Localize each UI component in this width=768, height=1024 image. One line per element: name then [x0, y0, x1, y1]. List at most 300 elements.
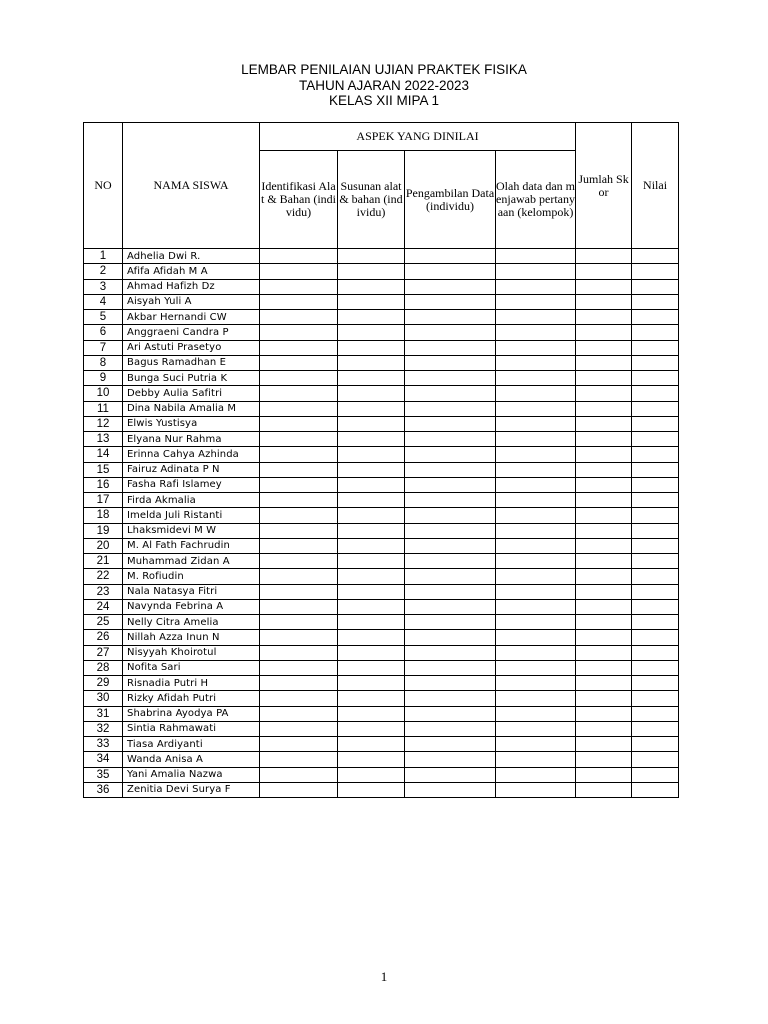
score-total-cell[interactable] [576, 310, 632, 325]
score-susunan-cell[interactable] [338, 401, 405, 416]
header-nilai: Nilai [632, 123, 679, 249]
table-row [84, 462, 679, 477]
score-pengambilan-cell[interactable] [405, 737, 496, 752]
score-identifikasi-cell[interactable] [260, 355, 338, 370]
student-name: Nillah Azza Inun N [123, 630, 260, 645]
row-number: 7 [84, 340, 123, 355]
score-susunan-cell[interactable] [338, 493, 405, 508]
score-susunan-cell[interactable] [338, 554, 405, 569]
row-number: 29 [84, 676, 123, 691]
score-total-cell[interactable] [576, 416, 632, 431]
score-olah-data-cell[interactable] [496, 706, 576, 721]
score-olah-data-cell[interactable] [496, 264, 576, 279]
score-total-cell[interactable] [576, 538, 632, 553]
student-name: Dina Nabila Amalia M [123, 401, 260, 416]
score-pengambilan-cell[interactable] [405, 462, 496, 477]
header-aspect-3: Pengambilan Data (individu) [405, 151, 496, 249]
score-identifikasi-cell[interactable] [260, 538, 338, 553]
student-name: Debby Aulia Safitri [123, 386, 260, 401]
score-total-cell[interactable] [576, 660, 632, 675]
row-number: 25 [84, 615, 123, 630]
score-pengambilan-cell[interactable] [405, 477, 496, 492]
score-pengambilan-cell[interactable] [405, 782, 496, 797]
score-pengambilan-cell[interactable] [405, 660, 496, 675]
student-name: Bagus Ramadhan E [123, 355, 260, 370]
score-identifikasi-cell[interactable] [260, 615, 338, 630]
score-nilai-cell[interactable] [632, 401, 679, 416]
score-susunan-cell[interactable] [338, 737, 405, 752]
score-olah-data-cell[interactable] [496, 660, 576, 675]
score-pengambilan-cell[interactable] [405, 615, 496, 630]
row-number: 31 [84, 706, 123, 721]
score-nilai-cell[interactable] [632, 706, 679, 721]
score-nilai-cell[interactable] [632, 493, 679, 508]
score-total-cell[interactable] [576, 691, 632, 706]
score-olah-data-cell[interactable] [496, 767, 576, 782]
score-susunan-cell[interactable] [338, 325, 405, 340]
score-susunan-cell[interactable] [338, 462, 405, 477]
score-nilai-cell[interactable] [632, 447, 679, 462]
score-pengambilan-cell[interactable] [405, 371, 496, 386]
score-nilai-cell[interactable] [632, 737, 679, 752]
score-total-cell[interactable] [576, 782, 632, 797]
score-susunan-cell[interactable] [338, 416, 405, 431]
score-total-cell[interactable] [576, 477, 632, 492]
score-total-cell[interactable] [576, 523, 632, 538]
score-susunan-cell[interactable] [338, 523, 405, 538]
score-olah-data-cell[interactable] [496, 538, 576, 553]
score-identifikasi-cell[interactable] [260, 584, 338, 599]
score-nilai-cell[interactable] [632, 386, 679, 401]
table-row [84, 538, 679, 553]
student-name: Muhammad Zidan A [123, 554, 260, 569]
score-olah-data-cell[interactable] [496, 447, 576, 462]
table-row [84, 554, 679, 569]
score-nilai-cell[interactable] [632, 294, 679, 309]
score-total-cell[interactable] [576, 676, 632, 691]
score-olah-data-cell[interactable] [496, 554, 576, 569]
score-susunan-cell[interactable] [338, 706, 405, 721]
score-pengambilan-cell[interactable] [405, 645, 496, 660]
score-pengambilan-cell[interactable] [405, 706, 496, 721]
score-pengambilan-cell[interactable] [405, 294, 496, 309]
score-susunan-cell[interactable] [338, 355, 405, 370]
row-number: 14 [84, 447, 123, 462]
score-susunan-cell[interactable] [338, 599, 405, 614]
score-total-cell[interactable] [576, 294, 632, 309]
score-olah-data-cell[interactable] [496, 325, 576, 340]
student-name: Yani Amalia Nazwa [123, 767, 260, 782]
score-total-cell[interactable] [576, 767, 632, 782]
score-pengambilan-cell[interactable] [405, 523, 496, 538]
score-total-cell[interactable] [576, 554, 632, 569]
score-susunan-cell[interactable] [338, 340, 405, 355]
score-susunan-cell[interactable] [338, 264, 405, 279]
student-name: Afifa Afidah M A [123, 264, 260, 279]
score-total-cell[interactable] [576, 569, 632, 584]
student-name: M. Al Fath Fachrudin [123, 538, 260, 553]
score-olah-data-cell[interactable] [496, 355, 576, 370]
score-identifikasi-cell[interactable] [260, 630, 338, 645]
score-olah-data-cell[interactable] [496, 310, 576, 325]
score-total-cell[interactable] [576, 279, 632, 294]
score-identifikasi-cell[interactable] [260, 294, 338, 309]
score-nilai-cell[interactable] [632, 325, 679, 340]
row-number: 27 [84, 645, 123, 660]
score-nilai-cell[interactable] [632, 416, 679, 431]
table-row [84, 264, 679, 279]
score-total-cell[interactable] [576, 432, 632, 447]
score-susunan-cell[interactable] [338, 691, 405, 706]
score-olah-data-cell[interactable] [496, 416, 576, 431]
score-identifikasi-cell[interactable] [260, 325, 338, 340]
score-pengambilan-cell[interactable] [405, 508, 496, 523]
student-name: Tiasa Ardiyanti [123, 737, 260, 752]
student-name: Anggraeni Candra P [123, 325, 260, 340]
score-identifikasi-cell[interactable] [260, 508, 338, 523]
score-susunan-cell[interactable] [338, 447, 405, 462]
score-olah-data-cell[interactable] [496, 630, 576, 645]
score-pengambilan-cell[interactable] [405, 416, 496, 431]
score-identifikasi-cell[interactable] [260, 477, 338, 492]
header-aspek: ASPEK YANG DINILAI [260, 123, 576, 151]
student-name: Wanda Anisa A [123, 752, 260, 767]
score-olah-data-cell[interactable] [496, 477, 576, 492]
table-row [84, 386, 679, 401]
score-total-cell[interactable] [576, 706, 632, 721]
table-row [84, 279, 679, 294]
student-name: Sintia Rahmawati [123, 721, 260, 736]
score-identifikasi-cell[interactable] [260, 721, 338, 736]
score-total-cell[interactable] [576, 264, 632, 279]
row-number: 6 [84, 325, 123, 340]
student-name: Nisyyah Khoirotul [123, 645, 260, 660]
table-row [84, 615, 679, 630]
score-pengambilan-cell[interactable] [405, 432, 496, 447]
row-number: 15 [84, 462, 123, 477]
table-row [84, 432, 679, 447]
score-total-cell[interactable] [576, 493, 632, 508]
score-olah-data-cell[interactable] [496, 371, 576, 386]
score-susunan-cell[interactable] [338, 782, 405, 797]
row-number: 4 [84, 294, 123, 309]
score-susunan-cell[interactable] [338, 371, 405, 386]
row-number: 13 [84, 432, 123, 447]
score-pengambilan-cell[interactable] [405, 310, 496, 325]
score-identifikasi-cell[interactable] [260, 249, 338, 264]
header-aspect-1: Identifikasi Alat & Bahan (individu) [260, 151, 338, 249]
score-susunan-cell[interactable] [338, 508, 405, 523]
score-susunan-cell[interactable] [338, 584, 405, 599]
score-nilai-cell[interactable] [632, 462, 679, 477]
score-olah-data-cell[interactable] [496, 523, 576, 538]
score-identifikasi-cell[interactable] [260, 569, 338, 584]
score-pengambilan-cell[interactable] [405, 691, 496, 706]
score-susunan-cell[interactable] [338, 538, 405, 553]
score-susunan-cell[interactable] [338, 432, 405, 447]
score-pengambilan-cell[interactable] [405, 386, 496, 401]
score-total-cell[interactable] [576, 752, 632, 767]
score-pengambilan-cell[interactable] [405, 630, 496, 645]
score-identifikasi-cell[interactable] [260, 599, 338, 614]
score-pengambilan-cell[interactable] [405, 355, 496, 370]
row-number: 18 [84, 508, 123, 523]
table-row [84, 691, 679, 706]
table-row [84, 325, 679, 340]
score-nilai-cell[interactable] [632, 432, 679, 447]
score-pengambilan-cell[interactable] [405, 676, 496, 691]
score-olah-data-cell[interactable] [496, 508, 576, 523]
score-susunan-cell[interactable] [338, 477, 405, 492]
score-nilai-cell[interactable] [632, 752, 679, 767]
table-row [84, 584, 679, 599]
score-nilai-cell[interactable] [632, 767, 679, 782]
row-number: 11 [84, 401, 123, 416]
score-susunan-cell[interactable] [338, 721, 405, 736]
score-identifikasi-cell[interactable] [260, 691, 338, 706]
score-olah-data-cell[interactable] [496, 782, 576, 797]
score-pengambilan-cell[interactable] [405, 249, 496, 264]
header-aspect-2: Susunan alat & bahan (individu) [338, 151, 405, 249]
table-row [84, 645, 679, 660]
student-name: Imelda Juli Ristanti [123, 508, 260, 523]
score-identifikasi-cell[interactable] [260, 340, 338, 355]
header-total: Jumlah Skor [576, 123, 632, 249]
table-row [84, 447, 679, 462]
score-olah-data-cell[interactable] [496, 279, 576, 294]
score-pengambilan-cell[interactable] [405, 493, 496, 508]
table-row [84, 599, 679, 614]
score-total-cell[interactable] [576, 401, 632, 416]
score-susunan-cell[interactable] [338, 630, 405, 645]
score-total-cell[interactable] [576, 630, 632, 645]
score-total-cell[interactable] [576, 249, 632, 264]
row-number: 9 [84, 371, 123, 386]
score-total-cell[interactable] [576, 508, 632, 523]
table-row [84, 355, 679, 370]
score-identifikasi-cell[interactable] [260, 310, 338, 325]
row-number: 20 [84, 538, 123, 553]
student-name: Risnadia Putri H [123, 676, 260, 691]
score-nilai-cell[interactable] [632, 523, 679, 538]
score-nilai-cell[interactable] [632, 584, 679, 599]
score-nilai-cell[interactable] [632, 676, 679, 691]
score-olah-data-cell[interactable] [496, 401, 576, 416]
student-name: Fairuz Adinata P N [123, 462, 260, 477]
score-pengambilan-cell[interactable] [405, 752, 496, 767]
score-pengambilan-cell[interactable] [405, 584, 496, 599]
score-pengambilan-cell[interactable] [405, 264, 496, 279]
score-olah-data-cell[interactable] [496, 584, 576, 599]
score-identifikasi-cell[interactable] [260, 264, 338, 279]
score-identifikasi-cell[interactable] [260, 676, 338, 691]
assessment-table [83, 122, 679, 798]
score-susunan-cell[interactable] [338, 767, 405, 782]
score-identifikasi-cell[interactable] [260, 462, 338, 477]
score-identifikasi-cell[interactable] [260, 401, 338, 416]
score-olah-data-cell[interactable] [496, 340, 576, 355]
score-olah-data-cell[interactable] [496, 386, 576, 401]
score-susunan-cell[interactable] [338, 569, 405, 584]
score-olah-data-cell[interactable] [496, 691, 576, 706]
score-susunan-cell[interactable] [338, 645, 405, 660]
score-nilai-cell[interactable] [632, 264, 679, 279]
score-identifikasi-cell[interactable] [260, 645, 338, 660]
score-nilai-cell[interactable] [632, 630, 679, 645]
score-susunan-cell[interactable] [338, 676, 405, 691]
score-nilai-cell[interactable] [632, 538, 679, 553]
score-total-cell[interactable] [576, 371, 632, 386]
score-susunan-cell[interactable] [338, 249, 405, 264]
score-nilai-cell[interactable] [632, 371, 679, 386]
score-pengambilan-cell[interactable] [405, 767, 496, 782]
score-pengambilan-cell[interactable] [405, 447, 496, 462]
student-name: Nala Natasya Fitri [123, 584, 260, 599]
row-number: 8 [84, 355, 123, 370]
score-susunan-cell[interactable] [338, 310, 405, 325]
score-nilai-cell[interactable] [632, 508, 679, 523]
score-pengambilan-cell[interactable] [405, 279, 496, 294]
score-total-cell[interactable] [576, 737, 632, 752]
score-total-cell[interactable] [576, 386, 632, 401]
score-nilai-cell[interactable] [632, 249, 679, 264]
student-name: Nofita Sari [123, 660, 260, 675]
student-name: Ahmad Hafizh Dz [123, 279, 260, 294]
student-name: Nelly Citra Amelia [123, 615, 260, 630]
score-susunan-cell[interactable] [338, 294, 405, 309]
student-name: Ari Astuti Prasetyo [123, 340, 260, 355]
score-identifikasi-cell[interactable] [260, 660, 338, 675]
score-susunan-cell[interactable] [338, 279, 405, 294]
table-row [84, 660, 679, 675]
row-number: 26 [84, 630, 123, 645]
score-pengambilan-cell[interactable] [405, 401, 496, 416]
score-pengambilan-cell[interactable] [405, 569, 496, 584]
score-olah-data-cell[interactable] [496, 615, 576, 630]
score-olah-data-cell[interactable] [496, 721, 576, 736]
score-nilai-cell[interactable] [632, 645, 679, 660]
score-nilai-cell[interactable] [632, 691, 679, 706]
table-row [84, 477, 679, 492]
score-pengambilan-cell[interactable] [405, 340, 496, 355]
score-total-cell[interactable] [576, 721, 632, 736]
score-olah-data-cell[interactable] [496, 462, 576, 477]
score-identifikasi-cell[interactable] [260, 706, 338, 721]
title-line-3: KELAS XII MIPA 1 [328, 93, 440, 108]
score-identifikasi-cell[interactable] [260, 752, 338, 767]
score-susunan-cell[interactable] [338, 752, 405, 767]
score-nilai-cell[interactable] [632, 660, 679, 675]
score-olah-data-cell[interactable] [496, 645, 576, 660]
table-row [84, 294, 679, 309]
score-identifikasi-cell[interactable] [260, 416, 338, 431]
score-olah-data-cell[interactable] [496, 493, 576, 508]
row-number: 32 [84, 721, 123, 736]
score-olah-data-cell[interactable] [496, 569, 576, 584]
score-olah-data-cell[interactable] [496, 432, 576, 447]
table-row [84, 249, 679, 264]
table-row [84, 721, 679, 736]
score-olah-data-cell[interactable] [496, 599, 576, 614]
table-row [84, 508, 679, 523]
score-total-cell[interactable] [576, 645, 632, 660]
row-number: 33 [84, 737, 123, 752]
score-nilai-cell[interactable] [632, 340, 679, 355]
score-pengambilan-cell[interactable] [405, 721, 496, 736]
score-identifikasi-cell[interactable] [260, 432, 338, 447]
row-number: 5 [84, 310, 123, 325]
title-line-2: TAHUN AJARAN 2022-2023 [298, 77, 470, 93]
table-row [84, 340, 679, 355]
score-nilai-cell[interactable] [632, 554, 679, 569]
score-nilai-cell[interactable] [632, 782, 679, 797]
score-nilai-cell[interactable] [632, 721, 679, 736]
score-identifikasi-cell[interactable] [260, 782, 338, 797]
score-total-cell[interactable] [576, 599, 632, 614]
score-total-cell[interactable] [576, 615, 632, 630]
score-identifikasi-cell[interactable] [260, 279, 338, 294]
score-nilai-cell[interactable] [632, 355, 679, 370]
score-nilai-cell[interactable] [632, 279, 679, 294]
score-olah-data-cell[interactable] [496, 752, 576, 767]
score-total-cell[interactable] [576, 355, 632, 370]
score-total-cell[interactable] [576, 340, 632, 355]
score-identifikasi-cell[interactable] [260, 767, 338, 782]
score-susunan-cell[interactable] [338, 386, 405, 401]
score-nilai-cell[interactable] [632, 310, 679, 325]
score-susunan-cell[interactable] [338, 615, 405, 630]
page-number: 1 [380, 969, 388, 984]
score-total-cell[interactable] [576, 584, 632, 599]
table-row [84, 371, 679, 386]
student-name: Erinna Cahya Azhinda [123, 447, 260, 462]
score-olah-data-cell[interactable] [496, 294, 576, 309]
student-name: Zenitia Devi Surya F [123, 782, 260, 797]
table-row [84, 401, 679, 416]
score-pengambilan-cell[interactable] [405, 538, 496, 553]
score-total-cell[interactable] [576, 462, 632, 477]
score-identifikasi-cell[interactable] [260, 523, 338, 538]
row-number: 28 [84, 660, 123, 675]
table-row [84, 493, 679, 508]
score-olah-data-cell[interactable] [496, 737, 576, 752]
score-identifikasi-cell[interactable] [260, 371, 338, 386]
score-olah-data-cell[interactable] [496, 249, 576, 264]
score-total-cell[interactable] [576, 447, 632, 462]
score-identifikasi-cell[interactable] [260, 447, 338, 462]
score-identifikasi-cell[interactable] [260, 554, 338, 569]
score-identifikasi-cell[interactable] [260, 737, 338, 752]
score-pengambilan-cell[interactable] [405, 325, 496, 340]
score-pengambilan-cell[interactable] [405, 599, 496, 614]
score-pengambilan-cell[interactable] [405, 554, 496, 569]
row-number: 23 [84, 584, 123, 599]
score-nilai-cell[interactable] [632, 615, 679, 630]
table-row [84, 569, 679, 584]
score-identifikasi-cell[interactable] [260, 493, 338, 508]
score-olah-data-cell[interactable] [496, 676, 576, 691]
score-nilai-cell[interactable] [632, 599, 679, 614]
table-row [84, 523, 679, 538]
score-total-cell[interactable] [576, 325, 632, 340]
row-number: 12 [84, 416, 123, 431]
score-identifikasi-cell[interactable] [260, 386, 338, 401]
score-nilai-cell[interactable] [632, 477, 679, 492]
score-susunan-cell[interactable] [338, 660, 405, 675]
student-name: Adhelia Dwi R. [123, 249, 260, 264]
row-number: 16 [84, 477, 123, 492]
score-nilai-cell[interactable] [632, 569, 679, 584]
